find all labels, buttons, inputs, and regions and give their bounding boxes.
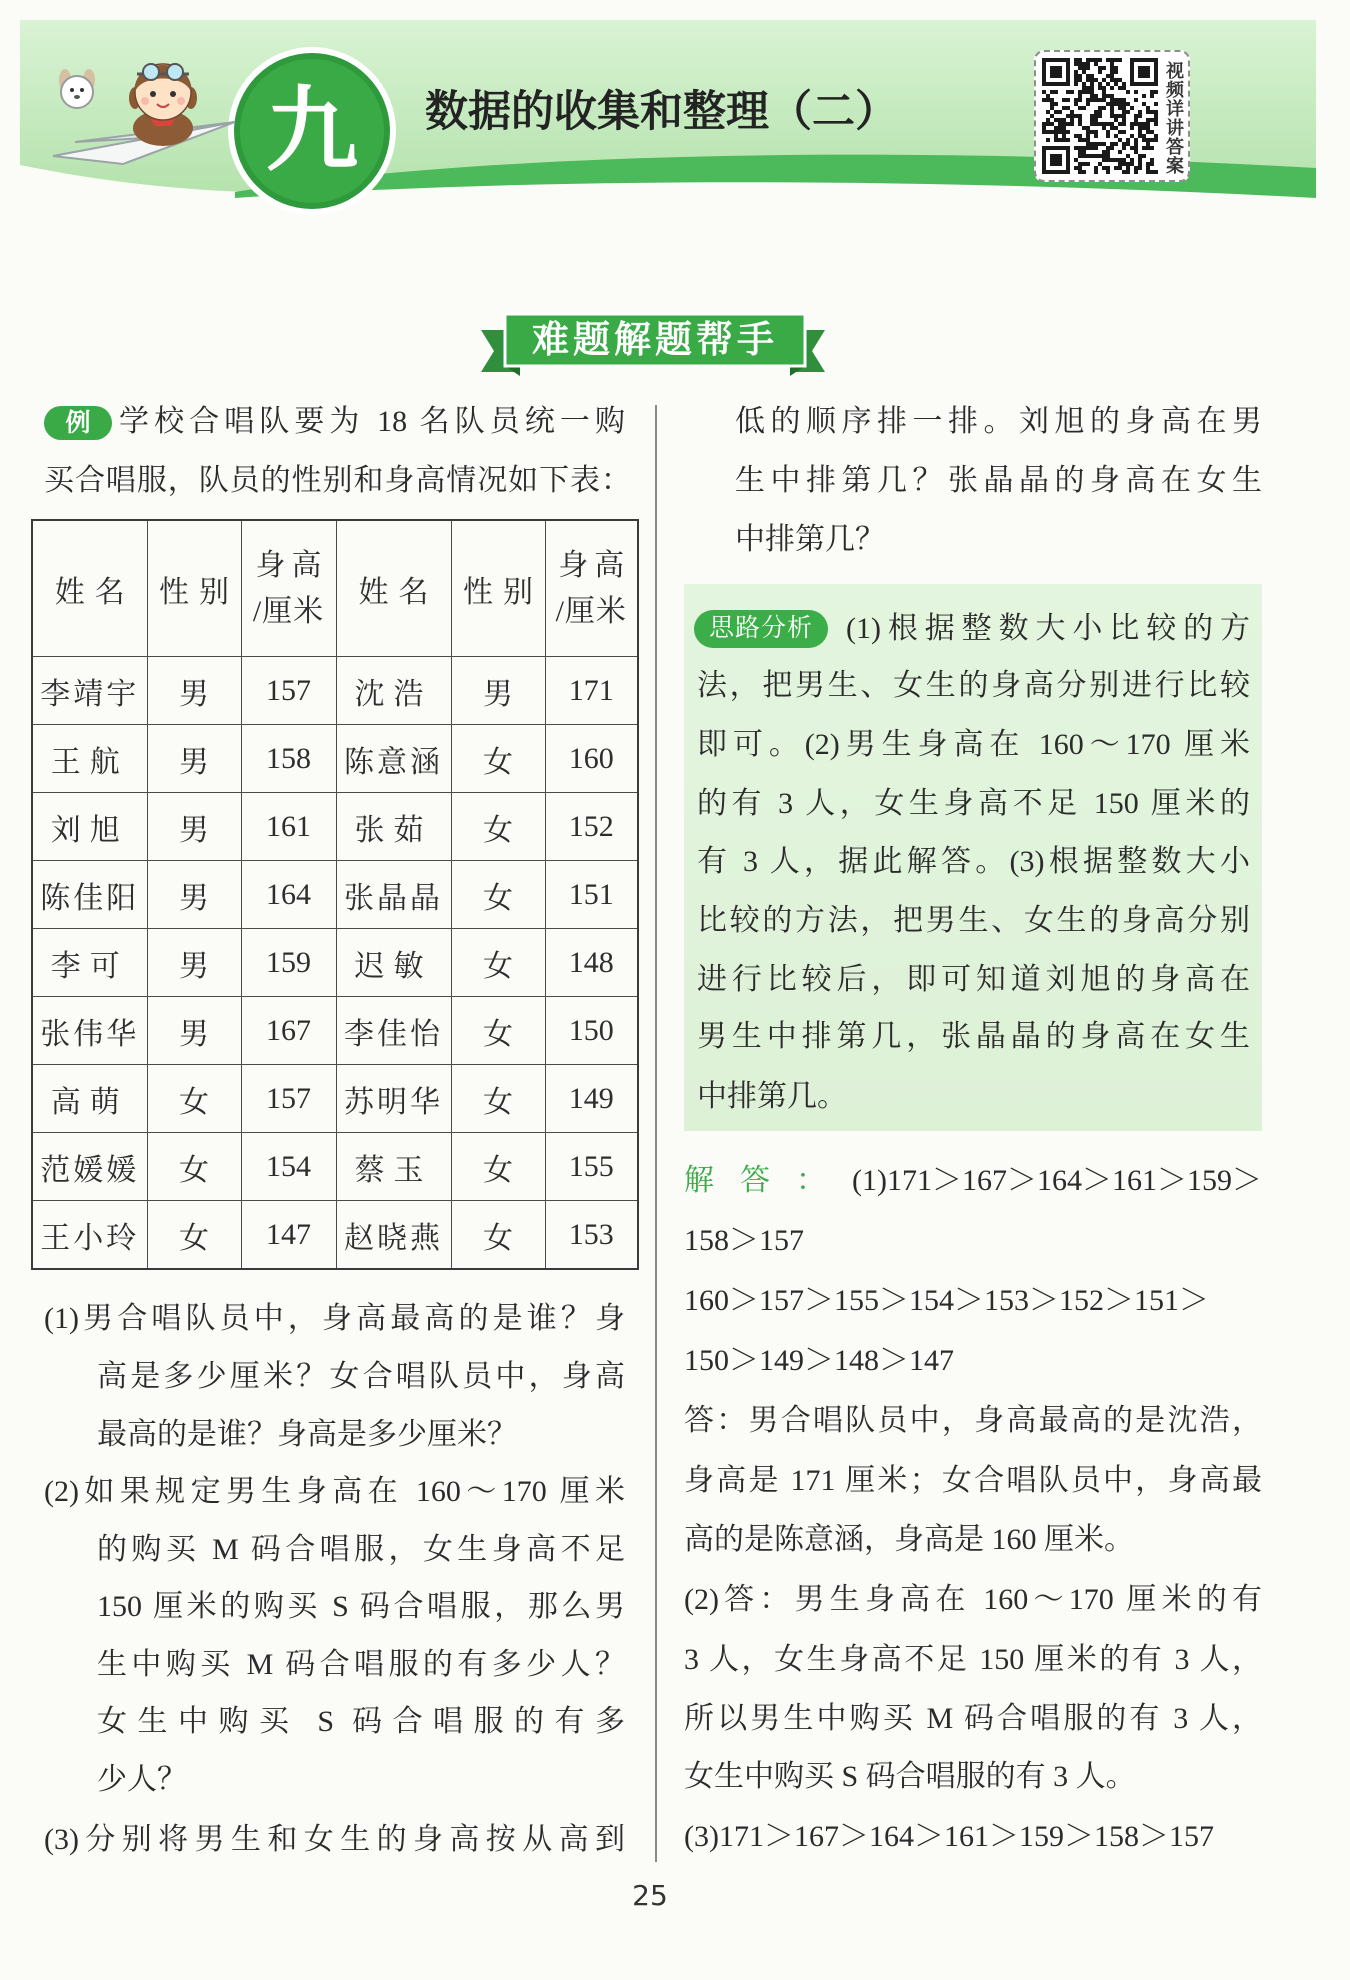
answer-line: 答：男合唱队员中，身高最高的是沈浩， <box>684 1404 1262 1437</box>
analysis-line: 的有 3 人，女生身高不足 150 厘米的 <box>697 787 1250 820</box>
analysis-line: 法，把男生、女生的身高分别进行比较 <box>697 669 1250 702</box>
header-name-text: 姓名 <box>54 575 135 609</box>
height-cell: 148 <box>545 929 638 997</box>
gender-cell: 女 <box>147 1133 241 1201</box>
header-height-unit: /厘米 <box>555 594 627 628</box>
gender-cell: 女 <box>451 1133 545 1201</box>
height-cell: 151 <box>545 861 638 929</box>
answer-line: 150＞149＞148＞147 <box>684 1344 954 1377</box>
analysis-line: 进行比较后，即可知道刘旭的身高在 <box>697 963 1250 996</box>
qr-caption: 视频详讲答案 <box>1163 61 1184 175</box>
question-line: 中排第几？ <box>735 523 885 556</box>
example-tag: 例 <box>44 406 112 440</box>
example-intro-line: 学校合唱队要为 18 名队员统一购 <box>119 405 625 438</box>
student-name-cell: 苏明华 <box>336 1065 451 1133</box>
question-line: 生中购买 M 码合唱服的有多少人？ <box>97 1648 625 1681</box>
height-cell: 171 <box>545 657 638 725</box>
gender-cell: 男 <box>451 657 545 725</box>
answer-line: 160＞157＞155＞154＞153＞152＞151＞ <box>684 1284 1209 1317</box>
analysis-line: 中排第几。 <box>697 1080 847 1113</box>
question-line: 低的顺序排一排。刘旭的身高在男 <box>735 405 1262 438</box>
header-height-top: 身高 <box>255 548 328 582</box>
height-cell: 157 <box>241 1065 336 1133</box>
analysis-line: (1)根据整数大小比较的方 <box>846 612 1250 645</box>
height-cell: 159 <box>241 929 336 997</box>
answer-line: 女生中购买 S 码合唱服的有 3 人。 <box>684 1760 1136 1793</box>
student-name-cell: 张晶晶 <box>336 861 451 929</box>
analysis-line: 有 3 人，据此解答。(3)根据整数大小 <box>697 845 1250 878</box>
qr-code <box>1042 58 1158 174</box>
student-name-cell: 张伟华 <box>32 997 147 1065</box>
question-line: (1)男合唱队员中，身高最高的是谁？身 <box>44 1302 625 1335</box>
question-line: 少人？ <box>97 1763 187 1796</box>
height-cell: 150 <box>545 997 638 1065</box>
header-height-unit: /厘米 <box>252 594 325 628</box>
table-row <box>32 793 638 861</box>
answer-line-text: (1)171＞167＞164＞161＞159＞ <box>852 1164 1262 1197</box>
answer-line: (2)答：男生身高在 160～170 厘米的有 <box>684 1583 1262 1616</box>
answer-line: 身高是 171 厘米；女合唱队员中，身高最 <box>684 1464 1262 1497</box>
height-cell: 152 <box>545 793 638 861</box>
chapter-number: 九 <box>265 77 358 184</box>
header-gender <box>451 520 545 657</box>
table-row <box>32 657 638 725</box>
table-row <box>32 929 638 997</box>
student-name-cell: 李靖宇 <box>32 657 147 725</box>
student-name-cell: 王小玲 <box>32 1201 147 1270</box>
gender-cell: 女 <box>451 1201 545 1270</box>
question-line: 最高的是谁？身高是多少厘米？ <box>97 1418 517 1451</box>
gender-cell: 女 <box>451 793 545 861</box>
table-row <box>32 861 638 929</box>
table-body <box>32 657 638 1270</box>
height-table <box>31 519 639 1270</box>
header-height-top: 身高 <box>558 548 631 582</box>
gender-cell: 男 <box>147 657 241 725</box>
example-intro-line: 买合唱服，队员的性别和身高情况如下表： <box>44 464 631 497</box>
student-name-cell: 李可 <box>32 929 147 997</box>
answer-line: 高的是陈意涵，身高是 160 厘米。 <box>684 1523 1134 1556</box>
gender-cell: 男 <box>147 997 241 1065</box>
header-gender-text: 性别 <box>463 575 543 609</box>
analysis-tag: 思路分析 <box>694 610 828 648</box>
student-name-cell: 陈意涵 <box>336 725 451 793</box>
chapter-title: 数据的收集和整理（二） <box>425 87 898 137</box>
analysis-line: 男生中排第几，张晶晶的身高在女生 <box>697 1020 1250 1053</box>
gender-cell: 女 <box>451 997 545 1065</box>
answer-line: 3 人，女生身高不足 150 厘米的有 3 人， <box>684 1643 1262 1676</box>
student-name-cell: 沈浩 <box>336 657 451 725</box>
answer-line: (3)171＞167＞164＞161＞159＞158＞157 <box>684 1820 1214 1853</box>
answer-label: 解答： <box>684 1164 853 1197</box>
puppy-icon <box>59 69 95 108</box>
question-line: (3)分别将男生和女生的身高按从高到 <box>44 1823 625 1856</box>
height-cell: 147 <box>241 1201 336 1270</box>
table-row <box>32 997 638 1065</box>
pilot-character-icon <box>129 64 197 146</box>
height-cell: 153 <box>545 1201 638 1270</box>
table-header-row <box>32 520 638 657</box>
height-cell: 160 <box>545 725 638 793</box>
student-name-cell: 张茹 <box>336 793 451 861</box>
gender-cell: 女 <box>147 1201 241 1270</box>
student-name-cell: 迟敏 <box>336 929 451 997</box>
table-row <box>32 725 638 793</box>
height-cell: 164 <box>241 861 336 929</box>
header-name-text: 姓名 <box>358 575 439 609</box>
question-line: 生中排第几？张晶晶的身高在女生 <box>735 464 1262 497</box>
student-name-cell: 陈佳阳 <box>32 861 147 929</box>
height-cell: 157 <box>241 657 336 725</box>
gender-cell: 男 <box>147 725 241 793</box>
header-gender <box>147 520 241 657</box>
header-height <box>241 520 336 657</box>
height-cell: 154 <box>241 1133 336 1201</box>
student-name-cell: 范媛媛 <box>32 1133 147 1201</box>
student-name-cell: 王航 <box>32 725 147 793</box>
question-line: (2)如果规定男生身高在 160～170 厘米 <box>44 1475 625 1508</box>
height-cell: 155 <box>545 1133 638 1201</box>
answer-line: 158＞157 <box>684 1224 804 1257</box>
header-name <box>336 520 451 657</box>
pilot-mascot-illustration <box>45 38 240 168</box>
question-line: 的购买 M 码合唱服，女生身高不足 <box>97 1533 625 1566</box>
page-number: 25 <box>632 1879 668 1912</box>
column-divider <box>655 405 657 1862</box>
table-row <box>32 1201 638 1270</box>
student-name-cell: 刘旭 <box>32 793 147 861</box>
gender-cell: 女 <box>451 725 545 793</box>
height-cell: 167 <box>241 997 336 1065</box>
height-cell: 161 <box>241 793 336 861</box>
gender-cell: 男 <box>147 793 241 861</box>
section-title: 难题解题帮手 <box>532 318 778 361</box>
answer-line <box>684 1159 1262 1203</box>
student-name-cell: 李佳怡 <box>336 997 451 1065</box>
height-cell: 158 <box>241 725 336 793</box>
question-line: 150 厘米的购买 S 码合唱服，那么男 <box>97 1590 625 1623</box>
height-cell: 149 <box>545 1065 638 1133</box>
gender-cell: 女 <box>451 929 545 997</box>
table-row <box>32 1065 638 1133</box>
analysis-line: 比较的方法，把男生、女生的身高分别 <box>697 904 1250 937</box>
question-line: 女生中购买 S 码合唱服的有多 <box>97 1705 625 1738</box>
student-name-cell: 蔡玉 <box>336 1133 451 1201</box>
gender-cell: 女 <box>147 1065 241 1133</box>
table-row <box>32 1133 638 1201</box>
gender-cell: 男 <box>147 861 241 929</box>
analysis-line: 即可。(2)男生身高在 160～170 厘米 <box>697 728 1250 761</box>
header-gender-text: 性别 <box>159 575 239 609</box>
gender-cell: 男 <box>147 929 241 997</box>
header-name <box>32 520 147 657</box>
header-height <box>545 520 638 657</box>
gender-cell: 女 <box>451 861 545 929</box>
gender-cell: 女 <box>451 1065 545 1133</box>
question-line: 高是多少厘米？女合唱队员中，身高 <box>97 1360 625 1393</box>
student-name-cell: 赵晓燕 <box>336 1201 451 1270</box>
student-name-cell: 高萌 <box>32 1065 147 1133</box>
answer-line: 所以男生中购买 M 码合唱服的有 3 人， <box>684 1702 1262 1735</box>
